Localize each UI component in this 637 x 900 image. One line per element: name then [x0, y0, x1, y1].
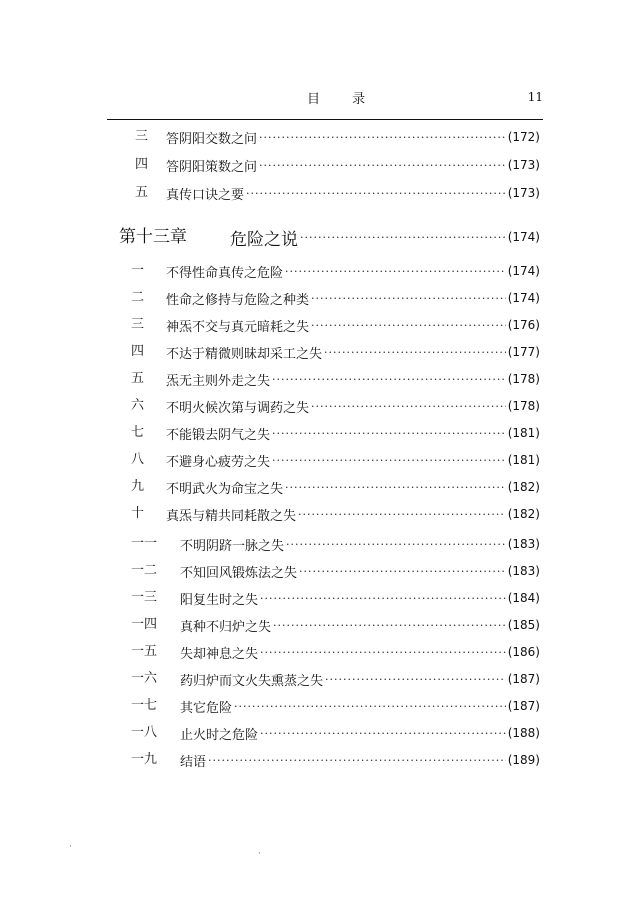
entry-number: 八	[131, 452, 145, 467]
entry-title: 止火时之危险	[180, 727, 259, 743]
entry-number: 四	[131, 344, 145, 359]
toc-entry[interactable]	[0, 532, 637, 556]
leader-dots	[246, 187, 506, 200]
chapter-number: 第十三章	[119, 227, 187, 247]
entry-page: (183)	[507, 564, 540, 578]
leader-dots	[234, 700, 506, 713]
leader-dots	[299, 565, 506, 578]
entry-title: 不知回风锻炼法之失	[180, 565, 298, 581]
toc-entry[interactable]	[0, 586, 637, 610]
entry-title: 不得性命真传之危险	[166, 265, 284, 281]
entry-page: (189)	[507, 753, 540, 767]
toc-entry[interactable]	[0, 448, 637, 472]
entry-page: (178)	[507, 372, 540, 386]
scan-speck: ·	[69, 842, 72, 852]
leader-dots	[300, 231, 506, 244]
leader-dots	[272, 373, 506, 386]
entry-title: 其它危险	[180, 700, 233, 716]
chapter-title: 危险之说	[230, 229, 298, 250]
entry-page: (174)	[507, 291, 540, 305]
toc-entry[interactable]	[0, 475, 637, 499]
entry-page: (181)	[507, 426, 540, 440]
toc-entry[interactable]	[0, 259, 637, 283]
entry-title: 答阴阳交数之问	[166, 131, 258, 147]
leader-dots	[272, 427, 506, 440]
entry-number: 一二	[131, 563, 158, 578]
toc-entry[interactable]	[0, 613, 637, 637]
entry-page: (187)	[507, 672, 540, 686]
entry-number: 三	[131, 317, 145, 332]
entry-title: 不能锻去阴气之失	[166, 427, 271, 443]
entry-title: 真炁与精共同耗散之失	[166, 508, 297, 524]
entry-page: (174)	[507, 230, 540, 244]
entry-number: 一七	[131, 698, 158, 713]
entry-page: (187)	[507, 699, 540, 713]
entry-title: 神炁不交与真元暗耗之失	[166, 319, 310, 335]
leader-dots	[298, 508, 506, 521]
entry-title: 性命之修持与危险之种类	[166, 292, 310, 308]
entry-number: 六	[131, 398, 145, 413]
toc-entry[interactable]	[0, 313, 637, 337]
entry-page: (185)	[507, 618, 540, 632]
entry-page: (178)	[507, 399, 540, 413]
entry-number: 四	[135, 157, 149, 172]
entry-title: 结语	[180, 754, 207, 770]
toc-entry[interactable]	[0, 559, 637, 583]
entry-number: 一四	[131, 617, 158, 632]
leader-dots	[285, 265, 506, 278]
entry-title: 不避身心疲劳之失	[166, 454, 271, 470]
toc-entry[interactable]	[0, 667, 637, 691]
leader-dots	[272, 454, 506, 467]
leader-dots	[273, 619, 506, 632]
entry-title: 炁无主则外走之失	[166, 373, 271, 389]
leader-dots	[208, 754, 506, 767]
entry-page: (177)	[507, 345, 540, 359]
page-number: 11	[527, 90, 543, 104]
leader-dots	[285, 481, 506, 494]
entry-number: 一九	[131, 752, 158, 767]
leader-dots	[260, 646, 506, 659]
entry-title: 不明火候次第与调药之失	[166, 400, 310, 416]
toc-entry[interactable]	[0, 286, 637, 310]
leader-dots	[311, 319, 506, 332]
toc-entry[interactable]	[0, 394, 637, 418]
entry-number: 五	[131, 371, 145, 386]
entry-page: (184)	[507, 591, 540, 605]
toc-entry[interactable]	[0, 640, 637, 664]
entry-page: (174)	[507, 264, 540, 278]
entry-page: (186)	[507, 645, 540, 659]
entry-number: 三	[135, 129, 149, 144]
entry-number: 五	[135, 185, 149, 200]
entry-page: (183)	[507, 537, 540, 551]
entry-number: 一三	[131, 590, 158, 605]
header-rule	[107, 119, 543, 120]
running-head-title: 目 录	[307, 92, 380, 107]
entry-number: 七	[131, 425, 145, 440]
entry-number: 一	[131, 263, 145, 278]
entry-page: (172)	[507, 130, 540, 144]
toc-entry[interactable]	[0, 721, 637, 745]
leader-dots	[259, 131, 506, 144]
entry-title: 阳复生时之失	[180, 592, 259, 608]
entry-number: 一八	[131, 725, 158, 740]
toc-entry[interactable]	[0, 694, 637, 718]
leader-dots	[311, 292, 506, 305]
entry-title: 真种不归炉之失	[180, 619, 272, 635]
toc-entry[interactable]	[0, 502, 637, 526]
entry-number: 十	[131, 506, 145, 521]
entry-number: 一六	[131, 671, 158, 686]
toc-entry[interactable]	[0, 340, 637, 364]
entry-title: 不明阴跻一脉之失	[180, 538, 285, 554]
leader-dots	[311, 400, 506, 413]
entry-number: 一一	[131, 536, 158, 551]
toc-entry[interactable]	[0, 421, 637, 445]
toc-entry[interactable]	[0, 367, 637, 391]
entry-number: 九	[131, 479, 145, 494]
entry-title: 不明武火为命宝之失	[166, 481, 284, 497]
toc-entry[interactable]	[0, 125, 637, 149]
entry-page: (173)	[507, 186, 540, 200]
entry-title: 真传口诀之要	[166, 187, 245, 203]
leader-dots	[260, 727, 506, 740]
leader-dots	[324, 346, 506, 359]
leader-dots	[286, 538, 506, 551]
entry-page: (188)	[507, 726, 540, 740]
entry-page: (182)	[507, 507, 540, 521]
toc-entry[interactable]	[0, 153, 637, 177]
entry-page: (176)	[507, 318, 540, 332]
entry-page: (173)	[507, 158, 540, 172]
leader-dots	[260, 592, 506, 605]
entry-title: 失却神息之失	[180, 646, 259, 662]
entry-page: (182)	[507, 480, 540, 494]
toc-entry[interactable]	[0, 748, 637, 772]
scan-speck: ·	[258, 849, 261, 859]
toc-entry[interactable]	[0, 181, 637, 205]
entry-number: 二	[131, 290, 145, 305]
entry-title: 不达于精微则昧却采工之失	[166, 346, 323, 362]
toc-chapter-entry[interactable]	[0, 223, 637, 251]
leader-dots	[259, 159, 506, 172]
entry-title: 答阴阳策数之问	[166, 159, 258, 175]
entry-number: 一五	[131, 644, 158, 659]
entry-page: (181)	[507, 453, 540, 467]
entry-title: 药归炉而文火失熏蒸之失	[180, 673, 324, 689]
leader-dots	[325, 673, 506, 686]
running-head	[107, 86, 543, 116]
